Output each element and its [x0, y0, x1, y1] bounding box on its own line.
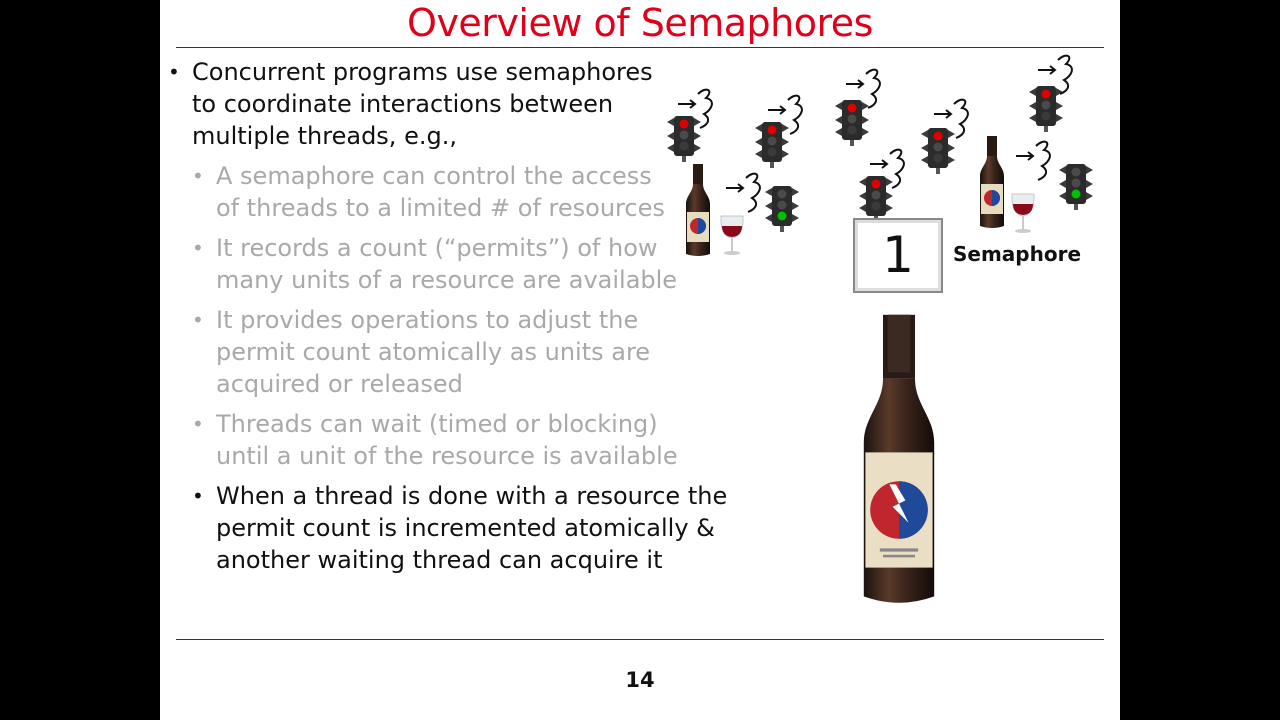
bullet-dot: • [192, 484, 204, 508]
bullet-text: When a thread is done with a resource the [216, 482, 728, 510]
bullet-text: permit count atomically as units are [216, 338, 651, 366]
traffic-light-icon [667, 116, 701, 162]
wine-bottle-icon [864, 315, 934, 603]
slide [160, 0, 1120, 720]
semaphore-value: 1 [882, 226, 914, 284]
bullet-text: A semaphore can control the access [216, 162, 652, 190]
traffic-light-icon [765, 186, 799, 232]
bullet-dot: • [192, 412, 204, 436]
bullet-text: many units of a resource are available [216, 266, 678, 294]
page-number: 14 [625, 668, 655, 692]
traffic-light-icon [859, 176, 893, 222]
footer-divider [176, 639, 1104, 640]
bullet-text: acquired or released [216, 370, 463, 398]
bullet-text: It records a count (“permits”) of how [216, 234, 658, 262]
wine-bottle-icon [980, 136, 1004, 228]
slide-title: Overview of Semaphores [407, 1, 873, 45]
wine-glass-icon [721, 216, 743, 255]
bullet-dot: • [192, 164, 204, 188]
bullet-text: Concurrent programs use semaphores [192, 58, 653, 86]
bullet-text: permit count is incremented atomically & [216, 514, 715, 542]
thread-arrow-icon [726, 174, 760, 212]
bullet-dot: • [168, 60, 180, 84]
thread-arrow-icon [1016, 142, 1050, 180]
wine-bottle-icon [686, 164, 710, 256]
wine-glass-icon [1012, 194, 1034, 233]
bullet-text: It provides operations to adjust the [216, 306, 639, 334]
semaphore-label: Semaphore [953, 242, 1082, 266]
bullet-dot: • [192, 236, 204, 260]
traffic-light-icon [835, 100, 869, 146]
traffic-light-icon [921, 128, 955, 174]
bullet-text: to coordinate interactions between [192, 90, 614, 118]
traffic-light-icon [755, 122, 789, 168]
traffic-light-icon [1059, 164, 1093, 210]
bullet-text: of threads to a limited # of resources [216, 194, 665, 222]
traffic-light-icon [1029, 86, 1063, 132]
bullet-text: Threads can wait (timed or blocking) [216, 410, 658, 438]
bullet-text: another waiting thread can acquire it [216, 546, 663, 574]
semaphore-illustration [160, 0, 1120, 720]
bullet-text: multiple threads, e.g., [192, 122, 457, 150]
bullet-dot: • [192, 308, 204, 332]
semaphore-counter [853, 218, 943, 293]
bullet-text: until a unit of the resource is available [216, 442, 678, 470]
